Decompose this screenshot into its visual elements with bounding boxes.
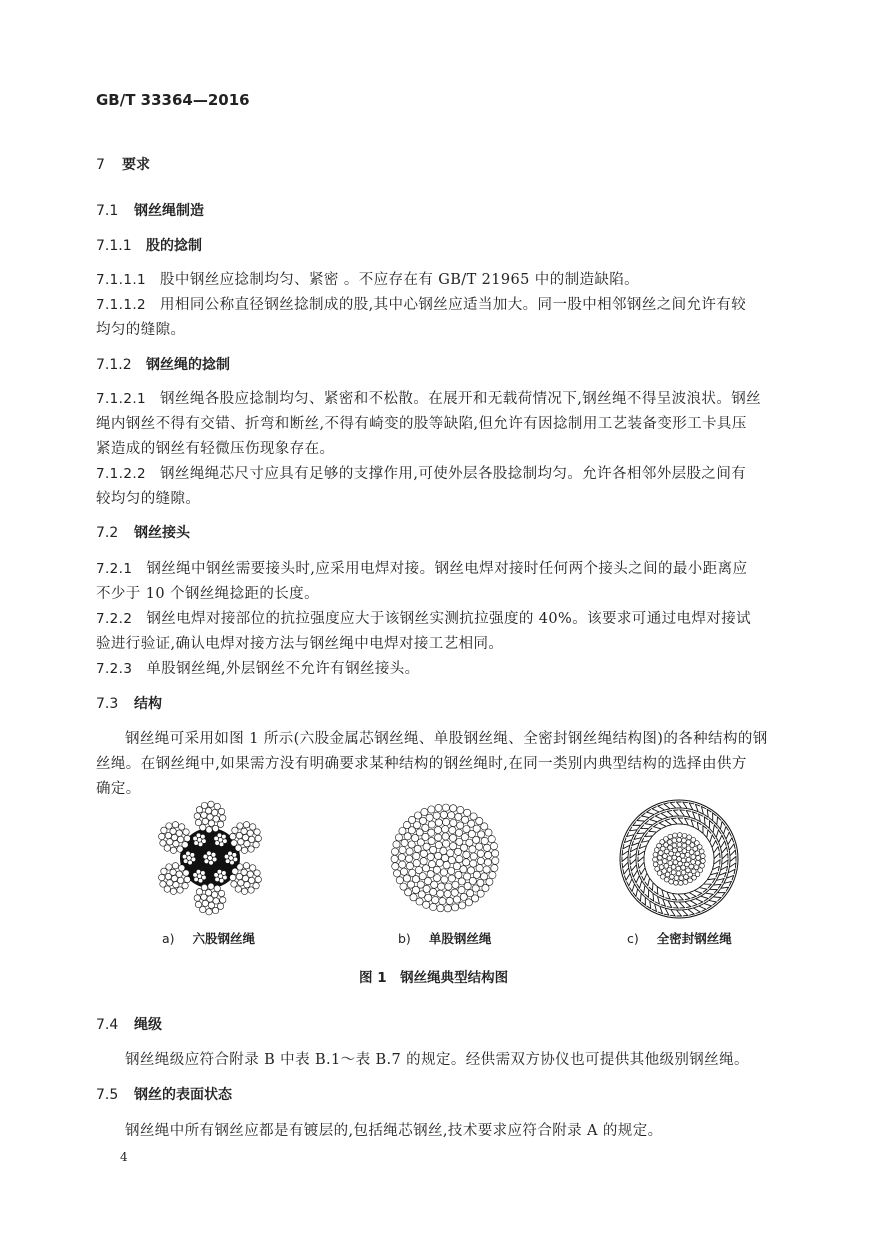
standard-id-header: GB/T 33364—2016 <box>96 91 250 109</box>
section-number: 7 <box>96 157 105 173</box>
para-number: 7.1.2.1 <box>96 391 147 407</box>
para-number: 7.1.1.2 <box>96 297 147 313</box>
section-number: 7.1 <box>96 203 119 219</box>
single-strand-rope-diagram <box>385 798 505 918</box>
six-strand-rope-diagram <box>150 798 270 918</box>
section-number: 7.2 <box>96 525 119 541</box>
section-title: 结构 <box>134 696 162 712</box>
para-7-2-1 <box>96 557 747 578</box>
para-7-1-2-2 <box>96 462 746 483</box>
para-line: 股中钢丝应捻制均匀、紧密 。不应存在有 GB/T 21965 中的制造缺陷。 <box>160 272 640 288</box>
para-7-2-1-line2: 不少于 10 个钢丝绳捻距的长度。 <box>96 586 319 602</box>
para-7-1-1-2 <box>96 293 746 314</box>
section-title: 钢丝绳制造 <box>134 203 204 219</box>
caption-key: c) <box>627 931 639 946</box>
para-7-1-2-1-line3: 紧造成的钢丝有轻微压伤现象存在。 <box>96 441 335 457</box>
para-7-1-2-1 <box>96 387 761 408</box>
para-7-4-line1: 钢丝绳级应符合附录 B 中表 B.1～表 B.7 的规定。经供需双方协仪也可提供其他级别钢丝绳。 <box>125 1052 749 1068</box>
para-number: 7.1.2.2 <box>96 466 147 482</box>
caption-text: 全密封钢丝绳 <box>656 931 732 946</box>
para-7-1-2-1-line2: 绳内钢丝不得有交错、折弯和断丝,不得有崎变的股等缺陷,但允许有因捻制用工艺装备变形工卡具压 <box>96 416 747 432</box>
para-7-2-2-line2: 验进行验证,确认电焊对接方法与钢丝绳中电焊对接工艺相同。 <box>96 636 504 652</box>
para-7-3-line2: 丝绳。在钢丝绳中,如果需方没有明确要求某种结构的钢丝绳时,在同一类别内典型结构的选择由供方 <box>96 756 747 772</box>
section-number: 7.1.2 <box>96 357 132 373</box>
para-line: 钢丝电焊对接部位的抗拉强度应大于该钢丝实测抗拉强度的 40%。该要求可通过电焊对接试 <box>146 611 751 627</box>
figure-caption-a <box>162 929 255 947</box>
section-number: 7.5 <box>96 1087 119 1103</box>
caption-text: 六股钢丝绳 <box>192 931 256 946</box>
section-7-1-1-heading <box>96 235 202 255</box>
section-title: 股的捻制 <box>146 238 202 254</box>
para-line: 钢丝绳中钢丝需要接头时,应采用电焊对接。钢丝电焊对接时任何两个接头之间的最小距离应 <box>146 561 748 577</box>
para-7-3-line1: 钢丝绳可采用如图 1 所示(六股金属芯钢丝绳、单股钢丝绳、全密封钢丝绳结构图)的各种结构的钢 <box>125 731 768 747</box>
caption-key: b) <box>398 931 411 946</box>
para-7-3-line3: 确定。 <box>96 781 141 797</box>
section-number: 7.4 <box>96 1017 119 1033</box>
section-title: 钢丝的表面状态 <box>134 1087 232 1103</box>
para-7-1-1-2-line2: 均匀的缝隙。 <box>96 322 186 338</box>
para-number: 7.2.1 <box>96 561 133 577</box>
para-7-5-line1: 钢丝绳中所有钢丝应都是有镀层的,包括绳芯钢丝,技术要求应符合附录 A 的规定。 <box>125 1123 663 1139</box>
figure-title: 图 1 钢丝绳典型结构图 <box>359 970 509 986</box>
section-7-1-heading <box>96 200 204 220</box>
caption-text: 单股钢丝绳 <box>428 931 492 946</box>
section-7-3-heading <box>96 693 162 713</box>
section-7-1-2-heading <box>96 354 230 374</box>
figure-caption-b <box>398 929 491 947</box>
section-title: 绳级 <box>134 1017 162 1033</box>
section-7-2-heading <box>96 522 190 542</box>
section-7-4-heading <box>96 1014 162 1034</box>
para-number: 7.2.3 <box>96 661 133 677</box>
section-number: 7.3 <box>96 696 119 712</box>
full-locked-rope-diagram <box>618 798 740 920</box>
section-title: 钢丝接头 <box>134 525 190 541</box>
para-7-2-3 <box>96 657 420 678</box>
para-line: 钢丝绳各股应捻制均匀、紧密和不松散。在展开和无载荷情况下,钢丝绳不得呈波浪状。钢丝 <box>160 391 762 407</box>
section-title: 钢丝绳的捻制 <box>146 357 230 373</box>
section-title: 要求 <box>122 157 150 173</box>
caption-key: a) <box>162 931 175 946</box>
section-7-heading <box>96 154 150 174</box>
para-line: 单股钢丝绳,外层钢丝不允许有钢丝接头。 <box>146 661 420 677</box>
page-number: 4 <box>120 1150 128 1164</box>
para-7-1-2-2-line2: 较均匀的缝隙。 <box>96 491 201 507</box>
section-7-5-heading <box>96 1084 232 1104</box>
figure-caption-c <box>627 929 732 947</box>
para-number: 7.1.1.1 <box>96 272 147 288</box>
para-7-1-1-1 <box>96 268 639 289</box>
para-number: 7.2.2 <box>96 611 133 627</box>
para-7-2-2 <box>96 607 751 628</box>
para-line: 钢丝绳绳芯尺寸应具有足够的支撑作用,可使外层各股捻制均匀。允许各相邻外层股之间有 <box>160 466 747 482</box>
para-line: 用相同公称直径钢丝捻制成的股,其中心钢丝应适当加大。同一股中相邻钢丝之间允许有较 <box>160 297 747 313</box>
section-number: 7.1.1 <box>96 238 132 254</box>
